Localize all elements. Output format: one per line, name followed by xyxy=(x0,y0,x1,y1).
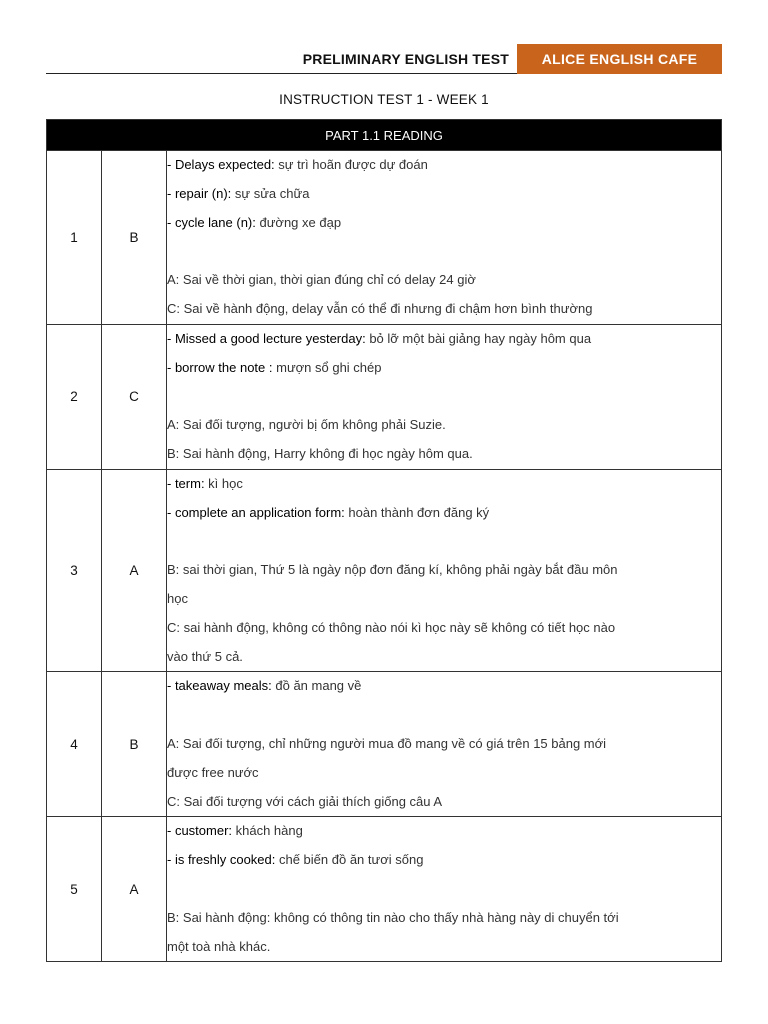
explanation-line xyxy=(167,325,721,354)
question-number: 1 xyxy=(47,151,102,325)
explanation-text: C: Sai đối tượng với cách giải thích giống câu A xyxy=(167,793,443,809)
explanation-line xyxy=(167,788,721,817)
test-name: PRELIMINARY ENGLISH TEST xyxy=(46,44,517,74)
explanation-text: kì học xyxy=(204,475,243,491)
explanation-line xyxy=(167,643,721,672)
answer-letter: B xyxy=(102,151,167,325)
vocab-term: - Missed a good lecture yesterday: xyxy=(167,330,366,346)
document-title: INSTRUCTION TEST 1 - WEEK 1 xyxy=(279,92,489,107)
explanation-text: C: Sai về hành động, delay vẫn có thể đi nhưng đi chậm hơn bình thường xyxy=(167,300,593,316)
explanation-line xyxy=(167,354,721,383)
explanation-text: B: Sai hành động, Harry không đi học ngày hôm qua. xyxy=(167,445,473,461)
answer-letter: A xyxy=(102,469,167,672)
explanation-line xyxy=(167,527,721,556)
answer-letter: B xyxy=(102,672,167,817)
page-header xyxy=(46,44,722,74)
vocab-term: - is freshly cooked: xyxy=(167,852,276,868)
explanation-line xyxy=(167,266,721,295)
explanation-line xyxy=(167,411,721,440)
vocab-term: - term: xyxy=(167,475,205,491)
explanation-line xyxy=(167,382,721,411)
explanation-text: bỏ lỡ một bài giảng hay ngày hôm qua xyxy=(365,330,592,346)
explanation-line xyxy=(167,817,721,846)
question-number: 3 xyxy=(47,469,102,672)
explanation-text: sự trì hoãn được dự đoán xyxy=(274,157,428,172)
explanation-cell xyxy=(167,324,722,469)
question-number: 5 xyxy=(47,817,102,962)
explanation-line xyxy=(167,585,721,614)
explanation-text: một toà nhà khác. xyxy=(167,938,271,954)
vocab-term: - repair (n): xyxy=(167,185,232,201)
explanation-line xyxy=(167,151,721,180)
explanation-line xyxy=(167,237,721,266)
explanation-text: được free nước xyxy=(167,764,259,780)
answer-letter: C xyxy=(102,324,167,469)
answer-rows xyxy=(47,151,722,962)
explanation-cell xyxy=(167,817,722,962)
brand-badge: ALICE ENGLISH CAFE xyxy=(517,44,722,74)
vocab-term: - cycle lane (n): xyxy=(167,214,256,230)
explanation-line xyxy=(167,470,721,499)
explanation-text: A: Sai đối tượng, người bị ốm không phải Suzie. xyxy=(167,417,446,433)
explanation-line xyxy=(167,759,721,788)
vocab-term: - Delays expected: xyxy=(167,157,275,172)
vocab-term: - customer: xyxy=(167,823,233,839)
explanation-text: B: Sai hành động: không có thông tin nào cho thấy nhà hàng này di chuyển tới xyxy=(167,909,619,925)
explanation-line xyxy=(167,180,721,209)
section-heading: PART 1.1 READING xyxy=(47,120,722,151)
question-number: 2 xyxy=(47,324,102,469)
table-row xyxy=(47,817,722,962)
explanation-cell xyxy=(167,469,722,672)
explanation-line xyxy=(167,499,721,528)
explanation-text: chế biến đồ ăn tươi sống xyxy=(275,852,424,868)
explanation-line xyxy=(167,846,721,875)
explanation-line xyxy=(167,933,721,962)
explanation-line xyxy=(167,614,721,643)
answer-table xyxy=(46,119,722,962)
explanation-line xyxy=(167,556,721,585)
explanation-text: đồ ăn mang về xyxy=(271,678,362,694)
vocab-term: - borrow the note : xyxy=(167,359,273,375)
table-row xyxy=(47,151,722,325)
explanation-text: sự sửa chữa xyxy=(231,185,310,201)
explanation-text: vào thứ 5 cả. xyxy=(167,648,243,664)
explanation-line xyxy=(167,904,721,933)
explanation-line xyxy=(167,440,721,469)
explanation-cell xyxy=(167,672,722,817)
explanation-text: học xyxy=(167,590,188,606)
explanation-text: hoàn thành đơn đăng ký xyxy=(344,504,490,520)
explanation-line xyxy=(167,730,721,759)
explanation-text: khách hàng xyxy=(232,823,303,839)
answer-letter: A xyxy=(102,817,167,962)
explanation-text: B: sai thời gian, Thứ 5 là ngày nộp đơn đăng kí, không phải ngày bắt đầu môn xyxy=(167,562,618,578)
explanation-line xyxy=(167,701,721,730)
vocab-term: - takeaway meals: xyxy=(167,678,272,694)
explanation-line xyxy=(167,295,721,324)
explanation-text: đường xe đạp xyxy=(255,214,342,230)
vocab-term: - complete an application form: xyxy=(167,504,345,520)
explanation-text: mượn sổ ghi chép xyxy=(272,359,382,375)
explanation-cell xyxy=(167,151,722,325)
explanation-text: A: Sai đối tượng, chỉ những người mua đồ mang về có giá trên 15 bảng mới xyxy=(167,735,607,751)
explanation-line xyxy=(167,875,721,904)
question-number: 4 xyxy=(47,672,102,817)
table-row xyxy=(47,672,722,817)
explanation-text: C: sai hành động, không có thông nào nói kì học này sẽ không có tiết học nào xyxy=(167,619,616,635)
explanation-text: A: Sai về thời gian, thời gian đúng chỉ có delay 24 giờ xyxy=(167,272,476,288)
explanation-line xyxy=(167,209,721,238)
explanation-line xyxy=(167,672,721,701)
table-row xyxy=(47,469,722,672)
table-row xyxy=(47,324,722,469)
